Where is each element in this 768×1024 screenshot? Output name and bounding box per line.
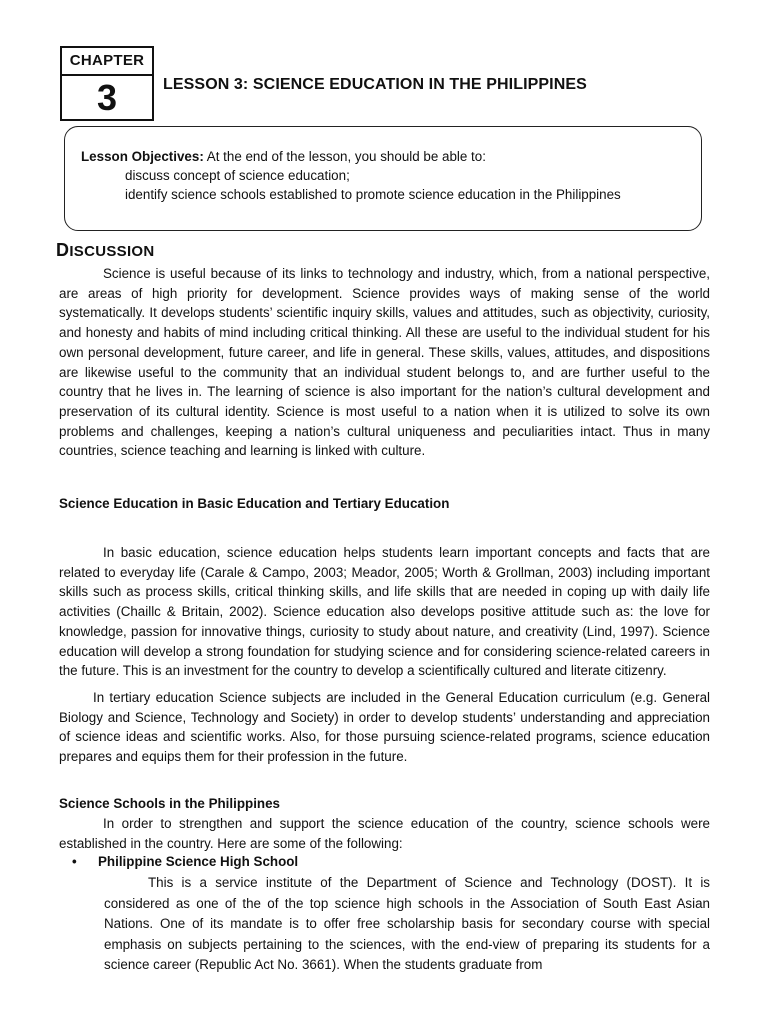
chapter-number: 3 [96,77,118,118]
discussion-heading [56,240,155,261]
bullet-symbol: • [72,854,77,869]
objective-item: discuss concept of science education; [125,168,350,183]
objectives-intro-line [81,147,486,166]
discussion-paragraph: Science is useful because of its links to technology and industry, which, from a national perspective, are areas of high priority for development. Science provides ways of making sense of the world systematically. It develops students’ scientific inquiry skills, values and attitudes, such as objectivity, curiosity, and honesty and habits of mind including critical thinking. All these are useful to the individual student for his own personal development, future career, and life in general. These skills, values, attitudes, and dispositions are likewise useful to the community that an individual student belongs to, and are further useful to the country that he lives in. The learning of science is also important for the nation’s cultural development and preservation of its cultural identity. Science is most useful to a nation when it is utilized to solve its own problems and challenges, keeping a nation’s cultural uniqueness and peculiarities intact. Thus in many countries, science teaching and learning is linked with culture. [59,266,710,459]
bullet-item [72,854,298,869]
basic-education-paragraph: In basic education, science education helps students learn important concepts and facts that are related to everyday life (Carale & Campo, 2003; Meador, 2005; Worth & Grollman, 2003) including important skills such as process skills, critical thinking skills, and life skills that are needed in coping up with daily life activities (Chaillc & Britain, 2002). Science education also develops positive attitude such as: the love for knowledge, passion for innovative things, curiosity to study about nature, and creativity (Lind, 1997). Science education will develop a strong foundation for studying science and for considering science-related careers in the future. This is an investment for the country to develop a scientifically cultured and literate citizenry. [59,545,710,679]
objectives-label: Lesson Objectives: [81,149,204,164]
objectives-intro: At the end of the lesson, you should be able to: [203,149,486,164]
objectives-box [64,126,702,231]
lesson-title: LESSON 3: SCIENCE EDUCATION IN THE PHILIPPINES [163,76,587,93]
pshs-paragraph: This is a service institute of the Department of Science and Technology (DOST). It is considered as one of the of the top science high schools in the Association of South East Asian Nations. One of its mandate is to offer free scholarship basis for secondary course with special emphasis on subjects pertaining to the sciences, with the end-view of preparing its students for a science career (Republic Act No. 3661). When the students graduate from [104,875,710,972]
discussion-rest: ISCUSSION [69,243,155,260]
chapter-label: CHAPTER [62,48,152,76]
science-schools-paragraph: In order to strengthen and support the science education of the country, science schools were established in the country. Here are some of the following: [59,816,710,851]
discussion-initial: D [56,240,70,260]
bullet-label: Philippine Science High School [98,854,299,869]
tertiary-education-paragraph: In tertiary education Science subjects are included in the General Education curriculum (e.g. General Biology and Science, Technology and Society) in order to develop students’ understanding and appreciation of science ideas and scientific works. Also, for those pursuing science-related programs, science education prepares and equips them for their profession in the future. [59,690,710,765]
subheading-science-schools: Science Schools in the Philippines [59,796,280,811]
chapter-box [60,46,154,121]
subheading-basic-tertiary: Science Education in Basic Education and Tertiary Education [59,496,450,511]
objective-item: identify science schools established to promote science education in the Philippines [125,187,621,202]
